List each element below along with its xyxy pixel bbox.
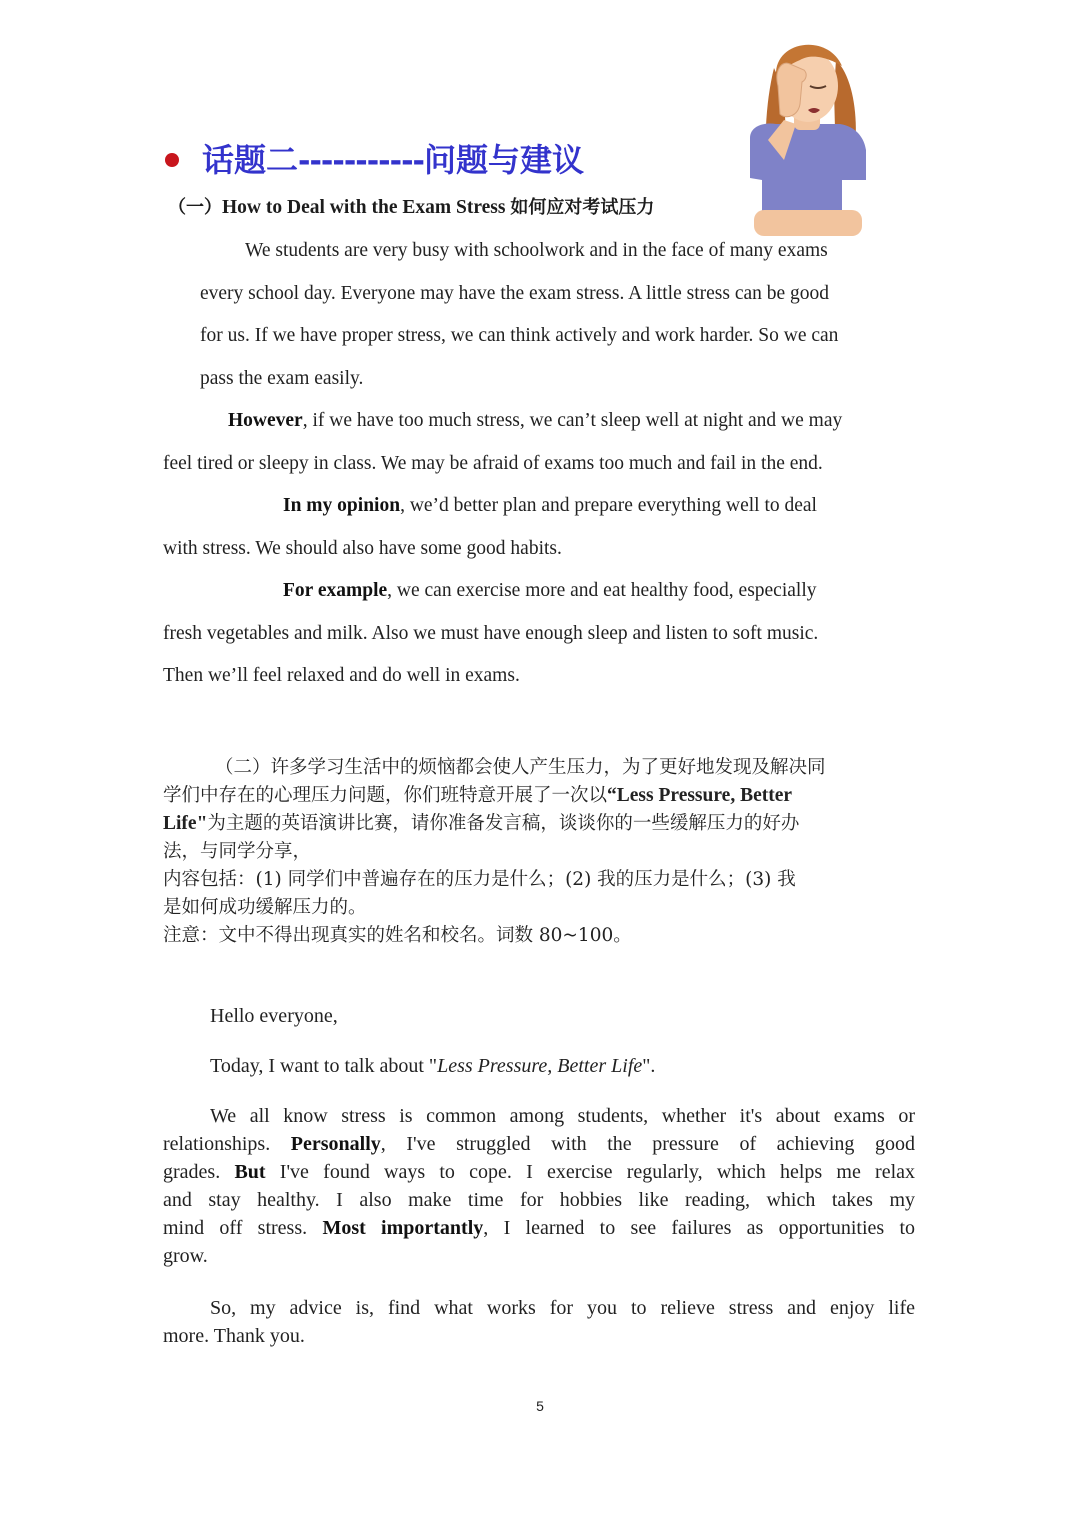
speech-intro-before: Today, I want to talk about " bbox=[210, 1055, 438, 1077]
speech-body bbox=[163, 1102, 915, 1270]
speech-body-line2 bbox=[163, 1130, 915, 1158]
essay1-p1-line1: We students are very busy with schoolwork and in the face of many exams bbox=[245, 240, 828, 261]
speech-body-line5-a: mind off stress. bbox=[163, 1217, 308, 1239]
speech-body-line4: and stay healthy. I also make time for hobbies like reading, which takes my bbox=[163, 1189, 915, 1211]
but-phrase: But bbox=[234, 1161, 266, 1183]
title-dashes: ----------- bbox=[298, 144, 424, 179]
section1-english-title: How to Deal with the Exam Stress bbox=[222, 197, 506, 218]
page-number: 5 bbox=[536, 1398, 544, 1414]
speech-body-line5 bbox=[163, 1214, 915, 1242]
prompt-line3-cn: 为主题的英语演讲比赛，请你准备发言稿，谈谈你的一些缓解压力的好办 bbox=[207, 813, 800, 834]
title-main: 话题二 bbox=[202, 141, 299, 179]
speech-body-line1: We all know stress is common among students, whether it's about exams or bbox=[210, 1105, 915, 1127]
most-importantly-phrase: Most importantly bbox=[322, 1217, 484, 1239]
essay1-p4-line2: fresh vegetables and milk. Also we must have enough sleep and listen to soft music. bbox=[163, 623, 819, 644]
stressed-girl-illustration bbox=[744, 30, 870, 238]
prompt-theme-start: “Less Pressure, Better bbox=[607, 785, 793, 806]
prompt-line2-cn: 学们中存在的心理压力问题，你们班特意开展了一次以 bbox=[163, 785, 608, 806]
in-my-opinion-phrase: In my opinion bbox=[283, 495, 401, 516]
essay1-p2-line2: feel tired or sleepy in class. We may be afraid of exams too much and fail in the end. bbox=[163, 453, 823, 474]
bullet-icon bbox=[165, 153, 179, 167]
essay1-p1-line4: pass the exam easily. bbox=[200, 368, 364, 389]
speech-topic: Less Pressure, Better Life bbox=[437, 1055, 643, 1077]
essay1-p1-line2: every school day. Everyone may have the exam stress. A little stress can be good bbox=[200, 283, 830, 304]
speech-intro-after: ". bbox=[642, 1055, 656, 1077]
prompt-line7: 注意：文中不得出现真实的姓名和校名。词数 80~100。 bbox=[163, 925, 632, 946]
essay1-p4-line1 bbox=[283, 570, 817, 613]
essay1-p4-line1-text: , we can exercise more and eat healthy food, especially bbox=[387, 580, 817, 601]
speech-body-line2-a: relationships. bbox=[163, 1133, 271, 1155]
speech-closing-line1: So, my advice is, find what works for you to relieve stress and enjoy life bbox=[210, 1297, 915, 1319]
speech-greeting: Hello everyone, bbox=[210, 1005, 338, 1027]
essay1-p3-line1-text: , we’d better plan and prepare everything well to deal bbox=[400, 495, 817, 516]
prompt-line6: 是如何成功缓解压力的。 bbox=[163, 897, 367, 918]
speech-closing bbox=[163, 1294, 915, 1350]
section1-heading bbox=[168, 193, 654, 223]
prompt-line1: （二）许多学习生活中的烦恼都会使人产生压力，为了更好地发现及解决同 bbox=[215, 757, 826, 778]
speech-intro bbox=[210, 1052, 655, 1080]
speech-body-line2-b: , I've struggled with the pressure of achieving good bbox=[380, 1133, 916, 1155]
essay1-p2-line1-text: , if we have too much stress, we can’t sleep well at night and we may bbox=[302, 410, 843, 431]
prompt-line2 bbox=[163, 782, 923, 810]
essay1-p4-line3: Then we’ll feel relaxed and do well in exams. bbox=[163, 665, 520, 686]
speech-body-line3 bbox=[163, 1158, 915, 1186]
essay1-p3-line2: with stress. We should also have some good habits. bbox=[163, 538, 562, 559]
section2-prompt bbox=[163, 754, 923, 950]
title-suffix: 问题与建议 bbox=[423, 141, 584, 179]
essay1-p3-line1 bbox=[283, 485, 817, 528]
however-phrase: However bbox=[228, 410, 303, 431]
prompt-line5: 内容包括：(1) 同学们中普遍存在的压力是什么；(2) 我的压力是什么；(3) 我 bbox=[163, 869, 796, 890]
essay1-p2-line1 bbox=[228, 400, 842, 443]
speech-body-line6: grow. bbox=[163, 1245, 208, 1267]
personally-phrase: Personally bbox=[290, 1133, 381, 1155]
prompt-line3 bbox=[163, 810, 923, 838]
essay1-p1-line3: for us. If we have proper stress, we can think actively and work harder. So we can bbox=[200, 325, 839, 346]
speech-body-line5-b: , I learned to see failures as opportunities to bbox=[483, 1217, 916, 1239]
speech-body-line3-b: I've found ways to cope. I exercise regularly, which helps me relax bbox=[279, 1161, 916, 1183]
for-example-phrase: For example bbox=[283, 580, 388, 601]
speech-body-line3-a: grades. bbox=[163, 1161, 221, 1183]
section1-chinese-title: 如何应对考试压力 bbox=[510, 197, 655, 218]
section1-number: （一） bbox=[168, 197, 222, 218]
speech-closing-line2: more. Thank you. bbox=[163, 1325, 305, 1347]
prompt-line4: 法，与同学分享， bbox=[163, 841, 312, 862]
prompt-theme-end: Life" bbox=[163, 813, 208, 834]
page-title bbox=[202, 136, 584, 184]
